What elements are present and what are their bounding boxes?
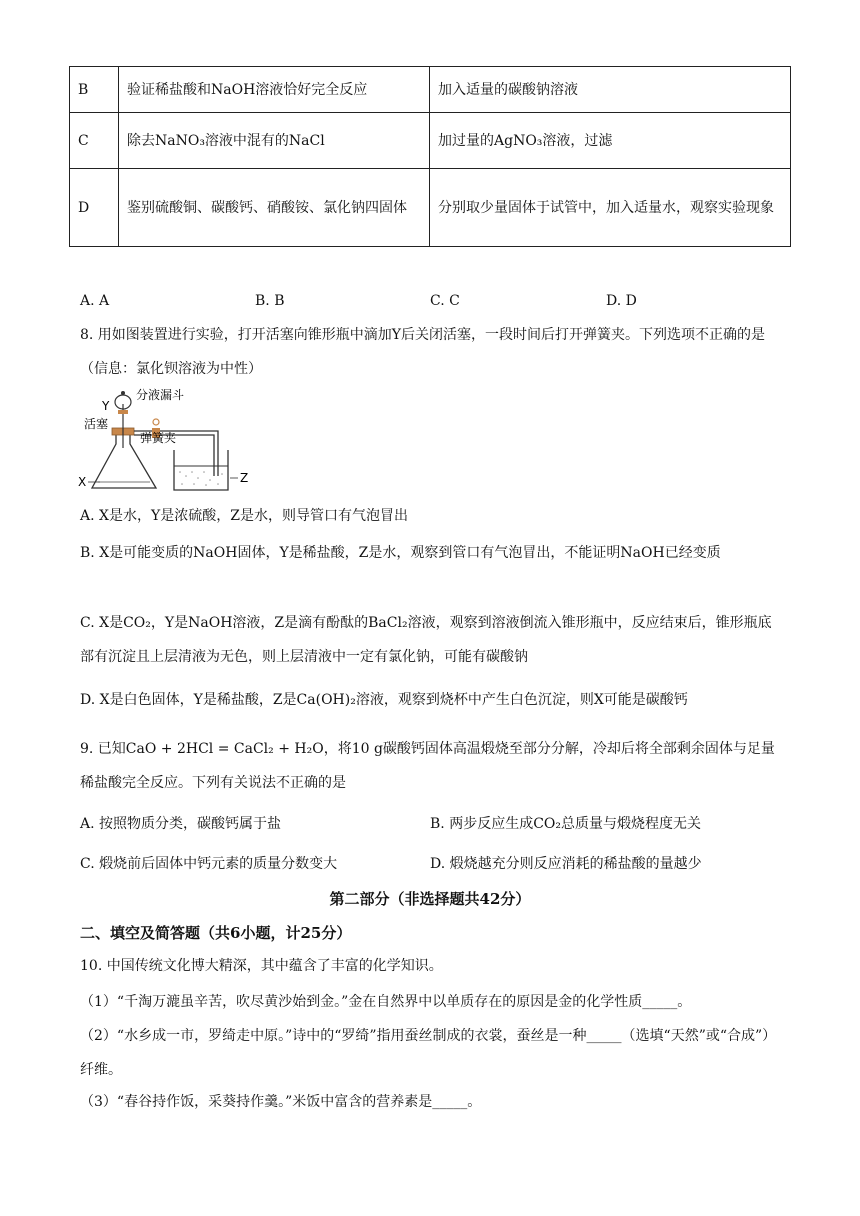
- q7-choice-c: C. C: [430, 293, 460, 309]
- q9-stem: 9. 已知CaO + 2HCl = CaCl₂ + H₂O，将10 g碳酸钙固体高温煅烧至部分分解，冷却后将全部剩余固体与足量稀盐酸完全反应。下列有关说法不正确的是: [80, 741, 775, 791]
- table-row: [70, 67, 791, 113]
- z-label: Z: [240, 471, 249, 485]
- experiment-purpose: 除去NaNO₃溶液中混有的NaCl: [119, 113, 430, 169]
- y-label: Y: [102, 399, 110, 413]
- stopcock-label: 活塞: [84, 417, 109, 431]
- part-two-title: 第二部分（非选择题共42分）: [329, 890, 531, 908]
- q10-sub3: （3）“春谷持作饭，采葵持作羹。”米饭中富含的营养素是_____。: [80, 1094, 482, 1110]
- experiment-options-table: [69, 66, 791, 247]
- q9-option-b: B. 两步反应生成CO₂总质量与煅烧程度无关: [430, 816, 701, 832]
- funnel-label: 分液漏斗: [136, 388, 185, 402]
- q7-choice-a: A. A: [80, 293, 110, 309]
- q9-option-c: C. 煅烧前后固体中钙元素的质量分数变大: [80, 856, 338, 872]
- table-row: [70, 113, 791, 169]
- q8-option-c: C. X是CO₂，Y是NaOH溶液，Z是滴有酚酞的BaCl₂溶液，观察到溶液倒流入锥形瓶中，反应结束后，锥形瓶底部有沉淀且上层清液为无色，则上层清液中一定有氯化钠，可能有碳酸钠: [80, 615, 772, 665]
- q10-stem: 10. 中国传统文化博大精深，其中蕴含了丰富的化学知识。: [80, 958, 443, 974]
- experiment-purpose: 验证稀盐酸和NaOH溶液恰好完全反应: [119, 67, 430, 113]
- q9-option-d: D. 煅烧越充分则反应消耗的稀盐酸的量越少: [430, 856, 702, 872]
- option-letter: D: [70, 169, 119, 247]
- q9-option-a: A. 按照物质分类，碳酸钙属于盐: [80, 816, 282, 832]
- apparatus-drawing: [78, 386, 258, 496]
- experiment-method: 加过量的AgNO₃溶液，过滤: [430, 113, 791, 169]
- q8-option-a: A. X是水，Y是浓硫酸，Z是水，则导管口有气泡冒出: [80, 508, 408, 524]
- q10-sub1: （1）“千淘万漉虽辛苦，吹尽黄沙始到金。”金在自然界中以单质存在的原因是金的化学性质_____。: [80, 994, 692, 1010]
- section-title: 二、填空及简答题（共6小题，计25分）: [80, 924, 352, 942]
- experiment-purpose: 鉴别硫酸铜、碳酸钙、硝酸铵、氯化钠四固体: [119, 169, 430, 247]
- x-label: X: [78, 475, 87, 489]
- q8-option-d: D. X是白色固体，Y是稀盐酸，Z是Ca(OH)₂溶液，观察到烧杯中产生白色沉淀，则X可能是碳酸钙: [80, 692, 688, 708]
- q7-choice-b: B. B: [255, 293, 285, 309]
- experiment-method: 加入适量的碳酸钠溶液: [430, 67, 791, 113]
- experiment-method: 分别取少量固体于试管中，加入适量水，观察实验现象: [430, 169, 791, 247]
- experiment-apparatus-figure: [78, 386, 258, 496]
- q8-stem: 8. 用如图装置进行实验，打开活塞向锥形瓶中滴加Y后关闭活塞，一段时间后打开弹簧夹。下列选项不正确的是（信息：氯化钡溶液为中性）: [80, 327, 766, 377]
- q10-sub2: （2）“水乡成一市，罗绮走中原。”诗中的“罗绮”指用蚕丝制成的衣裳，蚕丝是一种_____（选填“天然”或“合成”）纤维。: [80, 1028, 777, 1078]
- q7-choice-d: D. D: [606, 293, 637, 309]
- option-letter: B: [70, 67, 119, 113]
- table-row: [70, 169, 791, 247]
- clamp-label: 弹簧夹: [140, 431, 177, 445]
- option-letter: C: [70, 113, 119, 169]
- q8-option-b: B. X是可能变质的NaOH固体，Y是稀盐酸，Z是水，观察到管口有气泡冒出，不能证明NaOH已经变质: [80, 545, 721, 561]
